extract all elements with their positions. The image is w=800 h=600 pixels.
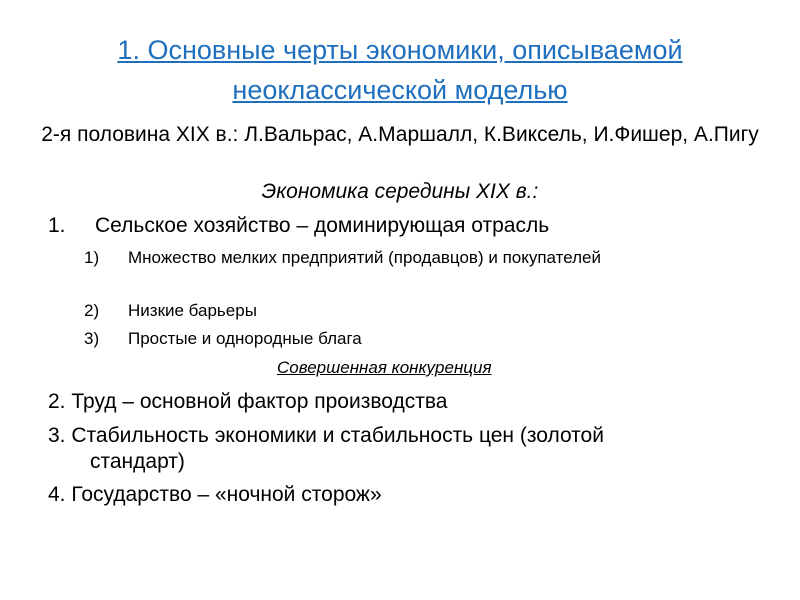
point-3 — [48, 423, 768, 475]
list-item-text: Сельское хозяйство – доминирующая отрасль — [95, 214, 550, 237]
point-text-continuation: стандарт) — [90, 450, 185, 473]
section-subheading: Экономика середины XIX в.: — [261, 180, 539, 203]
point-4 — [48, 482, 768, 508]
sub-item-text: Множество мелких предприятий (продавцов) и покупателей — [128, 248, 601, 267]
sub-item-number: 1) — [84, 248, 100, 267]
point-2 — [48, 389, 768, 415]
point-text: 2. Труд – основной фактор производства — [48, 390, 448, 413]
authors-line: 2-я половина XIX в.: Л.Вальрас, А.Маршалл, К.Виксель, И.Фишер, А.Пигу — [41, 123, 759, 146]
sub-item-number: 2) — [84, 301, 100, 320]
point-text: 3. Стабильность экономики и стабильность цен (золотой — [48, 424, 604, 447]
sub-item-text: Простые и однородные блага — [128, 329, 362, 348]
sub-item-text: Низкие барьеры — [128, 301, 257, 320]
slide-title: 1. Основные черты экономики, описываемой неоклассической моделью — [117, 35, 683, 105]
conclusion-text: Совершенная конкуренция — [277, 358, 492, 377]
list-item-number: 1. — [48, 214, 66, 237]
sub-item-number: 3) — [84, 329, 100, 348]
point-text: 4. Государство – «ночной сторож» — [48, 483, 382, 506]
